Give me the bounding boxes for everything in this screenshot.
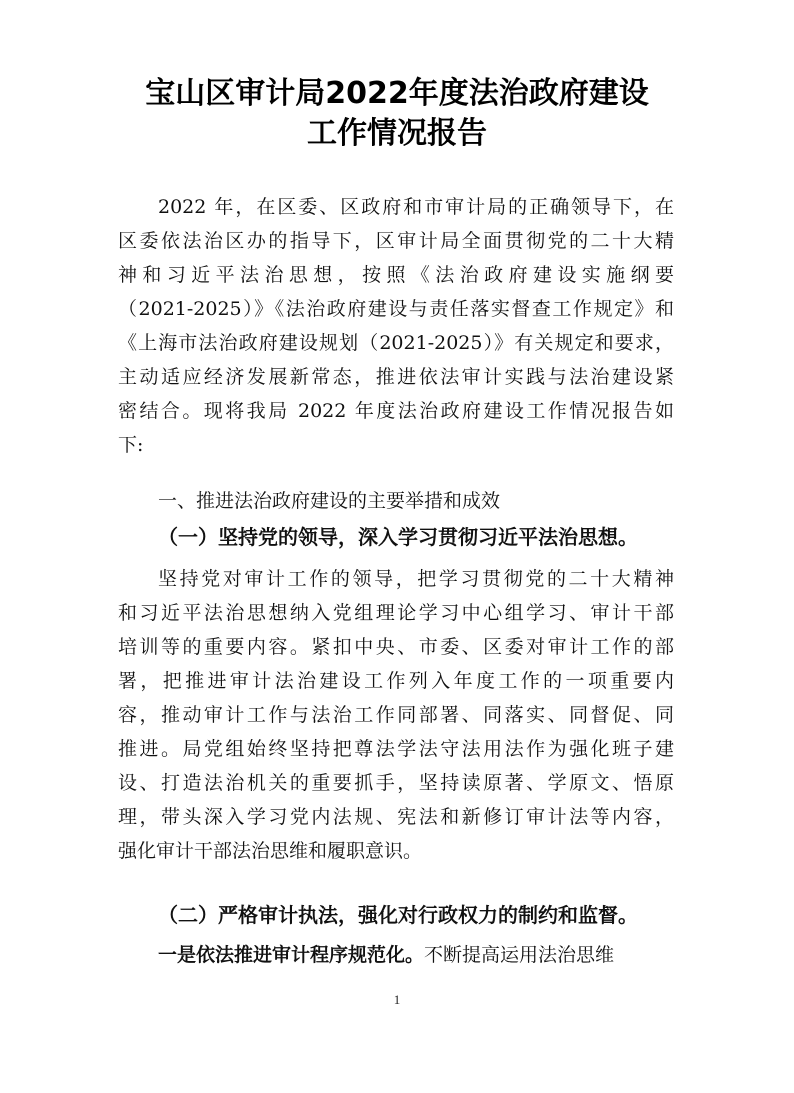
body-line: 容，推动审计工作与法治工作同部署、同落实、同督促、同 xyxy=(118,704,674,726)
body-line: 强化审计干部法治思维和履职意识。 xyxy=(118,840,423,862)
intro-line: 区委依法治区办的指导下，区审计局全面贯彻党的二十大精 xyxy=(118,230,674,252)
body-line: 理，带头深入学习党内法规、宪法和新修订审计法等内容， xyxy=(118,806,674,828)
body-line: 设、打造法治机关的重要抓手，坚持读原著、学原文、悟原 xyxy=(118,772,674,794)
intro-line: 2022 年，在区委、区政府和市审计局的正确领导下，在 xyxy=(158,196,674,218)
intro-line: 神和习近平法治思想，按照《法治政府建设实施纲要 xyxy=(118,264,674,286)
subsection-heading: （一）坚持党的领导，深入学习贯彻习近平法治思想。 xyxy=(158,525,638,549)
body-line: 署，把推进审计法治建设工作列入年度工作的一项重要内 xyxy=(118,670,674,692)
lead-rest: 不断提高运用法治思维 xyxy=(424,944,615,966)
intro-line: 下: xyxy=(118,434,144,456)
intro-line: （2021-2025）》《法治政府建设与责任落实督查工作规定》和 xyxy=(118,298,674,320)
document-title-line-2: 工作情况报告 xyxy=(307,116,487,151)
intro-line: 主动适应经济发展新常态，推进依法审计实践与法治建设紧 xyxy=(118,366,674,388)
lead-phrase: 一是依法推进审计程序规范化。 xyxy=(158,944,425,966)
intro-line: 密结合。现将我局 2022 年度法治政府建设工作情况报告如 xyxy=(118,400,674,422)
intro-line: 《上海市法治政府建设规划（2021-2025）》有关规定和要求， xyxy=(118,332,674,354)
subsection-heading: （二）严格审计执法，强化对行政权力的制约和监督。 xyxy=(158,903,638,927)
body-line: 坚持党对审计工作的领导，把学习贯彻党的二十大精神 xyxy=(158,568,674,590)
document-title-line-1: 宝山区审计局2022年度法治政府建设 xyxy=(145,76,649,111)
page-number: 1 xyxy=(393,992,401,1007)
body-line: 和习近平法治思想纳入党组理论学习中心组学习、审计干部 xyxy=(118,602,674,624)
body-line: 推进。局党组始终坚持把尊法学法守法用法作为强化班子建 xyxy=(118,738,674,760)
body-line xyxy=(158,938,674,972)
section-heading: 一、推进法治政府建设的主要举措和成效 xyxy=(158,490,501,512)
body-line: 培训等的重要内容。紧扣中央、市委、区委对审计工作的部 xyxy=(118,636,674,658)
